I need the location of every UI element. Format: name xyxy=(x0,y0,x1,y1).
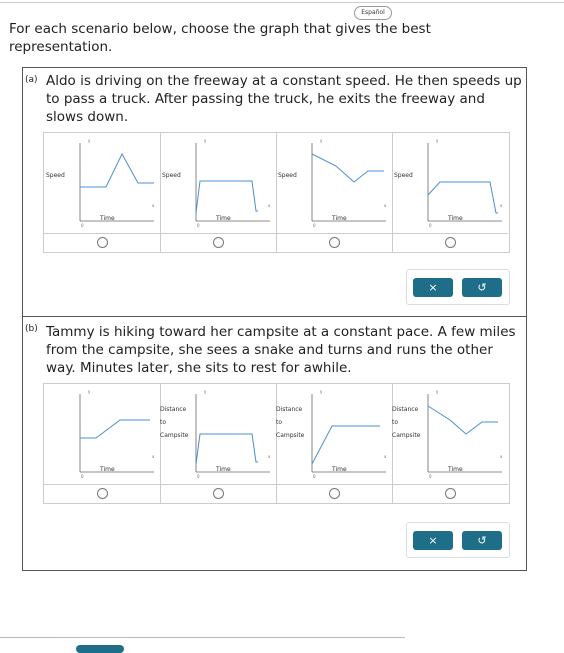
graph-option-a1 xyxy=(44,133,161,252)
x-axis-letter: x xyxy=(268,203,271,208)
origin-label: 0 xyxy=(81,474,84,479)
clear-button[interactable]: × xyxy=(413,278,453,297)
x-label: Time xyxy=(100,466,115,473)
x-axis-letter: x xyxy=(384,454,387,459)
radio-b3[interactable] xyxy=(329,488,340,499)
y-label-line1: Distance xyxy=(276,406,303,413)
bottom-tab[interactable] xyxy=(76,645,124,653)
bottom-divider xyxy=(0,637,405,638)
origin-label: 0 xyxy=(81,223,84,228)
y-label-line3: Campsite xyxy=(160,432,189,439)
y-label: Speed xyxy=(394,172,413,179)
x-axis-letter: x xyxy=(384,203,387,208)
y-label-line1: Distance xyxy=(392,406,419,413)
question-a-actions xyxy=(406,269,510,305)
clear-button[interactable]: × xyxy=(413,531,453,550)
x-axis-letter: x xyxy=(152,454,155,459)
curve xyxy=(312,426,380,464)
x-label: Time xyxy=(332,466,347,473)
radio-a4[interactable] xyxy=(445,237,456,248)
y-axis-letter: y xyxy=(436,389,439,394)
curve xyxy=(80,154,154,187)
graph-option-b1 xyxy=(44,384,161,503)
question-b-panel xyxy=(22,316,527,571)
origin-label: 0 xyxy=(313,474,316,479)
y-label: Speed xyxy=(46,172,65,179)
undo-button[interactable]: ↺ xyxy=(462,531,502,550)
y-axis-letter: y xyxy=(204,389,207,394)
question-b-actions xyxy=(406,522,510,558)
y-axis-letter: y xyxy=(436,138,439,143)
x-axis-letter: x xyxy=(500,454,503,459)
question-b-graph-table xyxy=(43,383,510,504)
curve xyxy=(428,406,498,434)
curve xyxy=(80,420,150,438)
question-a-label: (a) xyxy=(25,75,38,85)
radio-a2[interactable] xyxy=(213,237,224,248)
origin-label: 0 xyxy=(197,223,200,228)
graph-option-a4 xyxy=(392,133,508,252)
graph-a4-svg xyxy=(392,133,508,233)
x-label: Time xyxy=(448,466,463,473)
y-label-line1: Distance xyxy=(160,406,187,413)
y-label-line2: to xyxy=(160,419,167,426)
origin-label: 0 xyxy=(429,223,432,228)
curve xyxy=(196,181,258,213)
origin-label: 0 xyxy=(313,223,316,228)
radio-b4[interactable] xyxy=(445,488,456,499)
curve xyxy=(312,154,384,182)
y-axis-letter: y xyxy=(320,138,323,143)
undo-button[interactable]: ↺ xyxy=(462,278,502,297)
x-label: Time xyxy=(448,215,463,222)
y-label-line3: Campsite xyxy=(392,432,421,439)
graph-option-b4 xyxy=(392,384,508,503)
origin-label: 0 xyxy=(429,474,432,479)
y-label: Speed xyxy=(278,172,297,179)
x-label: Time xyxy=(216,466,231,473)
language-toggle-button[interactable]: Español xyxy=(354,6,392,20)
graph-option-a2 xyxy=(160,133,277,252)
curve xyxy=(196,434,258,464)
graph-a1-svg xyxy=(44,133,160,233)
x-label: Time xyxy=(100,215,115,222)
radio-b2[interactable] xyxy=(213,488,224,499)
radio-a3[interactable] xyxy=(329,237,340,248)
y-axis-letter: y xyxy=(88,138,91,143)
origin-label: 0 xyxy=(197,474,200,479)
y-axis-letter: y xyxy=(88,389,91,394)
graph-option-a3 xyxy=(276,133,393,252)
graph-a2-svg xyxy=(160,133,276,233)
question-a-graph-table xyxy=(43,132,510,253)
y-label-line2: to xyxy=(276,419,283,426)
graph-option-b2 xyxy=(160,384,277,503)
x-axis-letter: x xyxy=(152,203,155,208)
curve xyxy=(428,182,498,213)
y-label: Speed xyxy=(162,172,181,179)
top-divider xyxy=(0,2,564,3)
question-b-label: (b) xyxy=(25,324,38,334)
instructions-text: For each scenario below, choose the graph that gives the best representation. xyxy=(9,21,431,55)
x-label: Time xyxy=(332,215,347,222)
y-axis-letter: y xyxy=(320,389,323,394)
radio-b1[interactable] xyxy=(97,488,108,499)
question-a-text: Aldo is driving on the freeway at a constant speed. He then speeds up to pass a truck. After passing the truck, he exits the freeway and slows down. xyxy=(46,73,522,125)
graph-b2-svg xyxy=(160,384,276,484)
graph-option-b3 xyxy=(276,384,393,503)
y-label-line2: to xyxy=(392,419,399,426)
graph-a3-svg xyxy=(276,133,392,233)
question-b-text: Tammy is hiking toward her campsite at a constant pace. A few miles from the campsite, she sees a snake and turns and runs the other way. Minutes later, she sits to rest for awhile. xyxy=(46,324,516,376)
question-a-panel xyxy=(22,67,527,318)
x-axis-letter: x xyxy=(500,203,503,208)
graph-b4-svg xyxy=(392,384,508,484)
y-axis-letter: y xyxy=(204,138,207,143)
x-label: Time xyxy=(216,215,231,222)
radio-a1[interactable] xyxy=(97,237,108,248)
graph-b3-svg xyxy=(276,384,392,484)
graph-b1-svg xyxy=(44,384,160,484)
x-axis-letter: x xyxy=(268,454,271,459)
y-label-line3: Campsite xyxy=(276,432,305,439)
